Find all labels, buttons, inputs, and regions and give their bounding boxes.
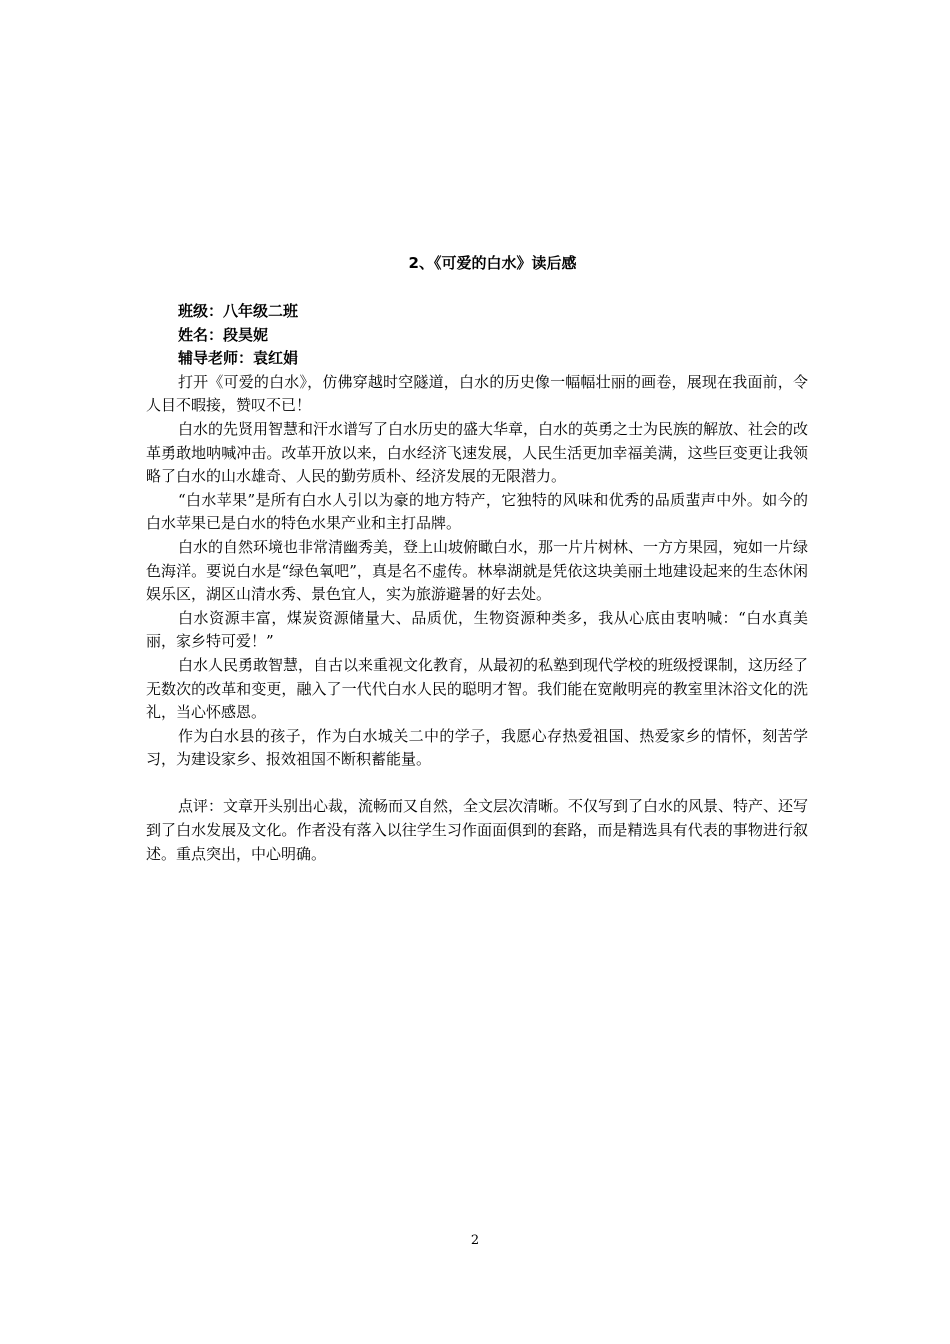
paragraph: “白水苹果”是所有白水人引以为豪的地方特产，它独特的风味和优秀的品质蜚声中外。如今的白水苹果已是白水的特色水果产业和主打品牌。 <box>146 490 808 533</box>
paragraph: 白水的自然环境也非常清幽秀美，登上山坡俯瞰白水，那一片片树林、一方方果园，宛如一片绿色海洋。要说白水是“绿色氧吧”，真是名不虚传。林皋湖就是凭依这块美丽土地建设起来的生态休闲娱乐区，湖区山清水秀、景色宜人，实为旅游避暑的好去处。 <box>146 537 809 604</box>
teacher-comment: 点评：文章开头别出心裁，流畅而又自然，全文层次清晰。不仅写到了白水的风景、特产、还写到了白水发展及文化。作者没有落入以往学生习作面面俱到的套路，而是精选具有代表的事物进行叙述。重点突出，中心明确。 <box>146 797 809 863</box>
page-number: 2 <box>470 1233 480 1248</box>
document-body <box>146 300 808 866</box>
paragraph: 白水人民勇敢智慧，自古以来重视文化教育，从最初的私塾到现代学校的班级授课制，这历经了无数次的改革和变更，融入了一代代白水人民的聪明才智。我们能在宽敞明亮的教室里沐浴文化的洗礼，当心怀感恩。 <box>146 655 809 722</box>
page-title: 2、《可爱的白水》读后感 <box>408 254 577 272</box>
teacher-line: 辅导老师：袁红娟 <box>178 349 299 368</box>
paragraph: 打开《可爱的白水》，仿佛穿越时空隧道，白水的历史像一幅幅壮丽的画卷，展现在我面前，令人目不暇接，赞叹不已！ <box>146 372 808 415</box>
paragraph: 白水资源丰富，煤炭资源储量大、品质优，生物资源种类多，我从心底由衷呐喊：“白水真美丽，家乡特可爱！” <box>146 608 808 651</box>
author-name-line: 姓名：段昊妮 <box>178 325 269 344</box>
paragraph: 白水的先贤用智慧和汗水谱写了白水历史的盛大华章，白水的英勇之士为民族的解放、社会的改革勇敢地呐喊冲击。改革开放以来，白水经济飞速发展，人民生活更加幸福美满，这些巨变更让我领略了白水的山水雄奇、人民的勤劳质朴、经济发展的无限潜力。 <box>146 419 809 486</box>
paragraph: 作为白水县的孩子，作为白水城关二中的学子，我愿心存热爱祖国、热爱家乡的情怀，刻苦学习，为建设家乡、报效祖国不断积蓄能量。 <box>146 726 808 769</box>
class-line: 班级：八年级二班 <box>178 302 299 320</box>
